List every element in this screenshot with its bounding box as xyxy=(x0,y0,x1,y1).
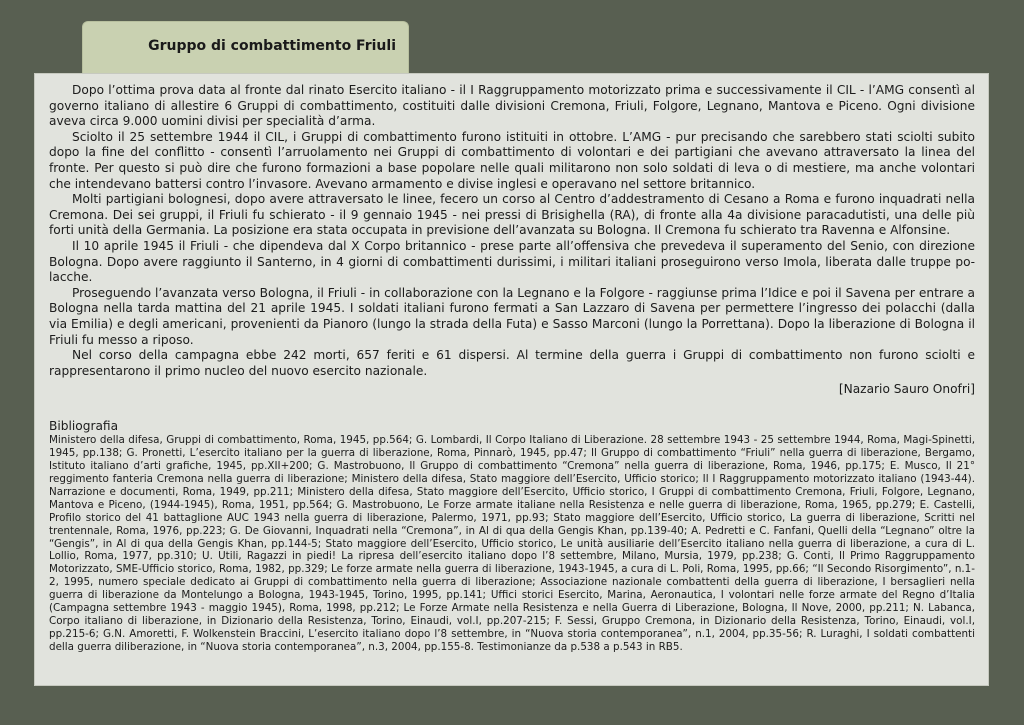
article-body xyxy=(49,83,975,379)
article-paragraph: Sciolto il 25 settembre 1944 il CIL, i Gruppi di combattimento furono istituiti in ottobre. L’AMG - pur precisando che sarebbero stati sciolti subito dopo la fine del conflitto - consentì l’arruolamento nei Gruppi di combattimento di volontari e dei partigiani che avevano attraversato la linea del fronte. Per questo si può dire che furono formazioni a base popolare nelle quali militarono non solo soldati di leva o di mestiere, ma anche volontari che intendevano battersi contro l’invasore. Avevano armamento e divise inglesi e operavano nel settore britannico. xyxy=(49,129,975,191)
bibliography-text: Ministero della difesa, Gruppi di combattimento, Roma, 1945, pp.564; G. Lombardi, Il Corpo Italiano di Liberazione. 28 settembre 1943 - 25 settembre 1944, Roma, Magi-Spinetti, 1945, pp.138; G. Pronetti, L’esercito italiano per la guerra di liberazione, Roma, Pinnarò, 1945, pp.47; Il Gruppo di combattimento “Friuli” nella guerra di liberazione, Bergamo, Istituto italiano d’arti grafiche, 1945, pp.XII+200; G. Mastrobuono, Il Gruppo di combattimento “Cremona” nella guerra di liberazione, Roma, 1946, pp.175; E. Musco, Il 21° reggimento fanteria Cremona nella guerra di liberazione; Ministero della difesa, Stato maggiore dell’Esercito, Ufficio storico; Il I Raggruppamento motorizzato italiano (1943-44). Narrazione e documenti, Roma, 1949, pp.211; Ministero della difesa, Stato maggiore dell’Esercito, Ufficio storico, I Gruppi di combattimento Cremona, Friuli, Folgore, Legnano, Mantova e Piceno, (1944-1945), Roma, 1951, pp.564; G. Mastrobuono, Le Forze armate italiane nella Resistenza e nelle guerra di liberazione, Roma, 1965, pp.279; E. Castelli, Profilo storico del 41 battaglione AUC 1943 nella guerra di liberazione, Palermo, 1971, pp.93; Stato maggiore dell’Esercito, Ufficio storico, La guerra di liberazione, Scritti nel trentennale, Roma, 1976, pp.223; G. De Giovanni, Inquadrati nella “Cremona”, in Al di qua della Gengis Khan, pp.139-40; A. Pedretti e C. Fanfani, Quelli della “Legnano” oltre la “Gengis”, in Al di qua della Gengis Khan, pp.144-5; Stato maggiore dell’Esercito, Ufficio storico, Le unità ausiliarie dell’Esercito italiano nella guerra di liberazione, a cura di L. Lollio, Roma, 1977, pp.310; U. Utili, Ragazzi in piedi! La ripresa dell’esercito italiano dopo l’8 settembre, Milano, Mursia, 1979, pp.238; G. Conti, Il Primo Raggruppamento Motorizzato, SME-Ufficio storico, Roma, 1982, pp.329; Le forze armate nella guerra di liberazione, 1943-1945, a cura di L. Poli, Roma, 1995, pp.66; “Il Secondo Risorgimento”, n.1-2, 1995, numero speciale dedicato ai Gruppi di combattimento nella guerra di liberazione; Associazione nazionale combattenti della guerra di liberazione, I bersaglieri nella guerra di liberazione da Montelungo a Bologna, 1943-1945, Torino, 1995, pp.141; Uffici storici Esercito, Marina, Aeronautica, I volontari nelle forze armate del Regno d’Italia (Campagna settembre 1943 - maggio 1945), Roma, 1998, pp.212; Le Forze Armate nella Resistenza e nella Guerra di Liberazione, Bologna, Il Nove, 2000, pp.211; N. Labanca, Corpo italiano di liberazione, in Dizionario della Resistenza, Torino, Einaudi, vol.I, pp.207-215; F. Sessi, Gruppo Cremona, in Dizionario della Resistenza, Torino, Einaudi, vol.I, pp.215-6; G.N. Amoretti, F. Wolkenstein Braccini, L’esercito italiano dopo l’8 settembre, in “Nuova storia contemporanea”, n.1, 2004, pp.35-56; R. Luraghi, I soldati combattenti della guerra diliberazione, in “Nuova storia contemporanea”, n.3, 2004, pp.155-8. Testimonianze da p.538 a p.543 in RB5. xyxy=(49,433,975,654)
article-paragraph: Molti partigiani bolognesi, dopo avere attraversato le linee, fecero un corso al Centro d’addestramento di Cesano a Roma e furono inquadrati nella Cremona. Dei sei gruppi, il Friuli fu schierato - il 9 gennaio 1945 - nei pressi di Brisighella (RA), di fronte alla 4a divisione paracadutisti, una delle più forti unità della Germania. La posizione era stata occupata in previsione dell’avanzata su Bologna. Il Cremona fu schierato tra Ravenna e Alfonsine. xyxy=(49,192,975,238)
article-paragraph: Dopo l’ottima prova data al fronte dal rinato Esercito italiano - il I Raggruppamento motorizzato prima e successivamente il CIL - l’AMG consentì al governo italiano di allestire 6 Gruppi di combattimento, costituiti dalle divisioni Cremona, Friuli, Folgore, Legnano, Mantova e Piceno. Ogni divisione aveva circa 9.000 uomini divisi per specialità d’arma. xyxy=(49,83,975,129)
page-title: Gruppo di combattimento Friuli xyxy=(148,38,396,54)
title-tab xyxy=(82,21,409,73)
article-paragraph: Proseguendo l’avanzata verso Bologna, il Friuli - in collaborazione con la Legnano e la Folgore - raggiunse prima l’Idice e poi il Savena per entrare a Bologna nella tarda mattina del 21 aprile 1945. I soldati italiani furono fermati a San Lazzaro di Savena per permettere l’ingresso dei polacchi (dalla via Emilia) e degli americani, provenienti da Pianoro (lungo la strada della Futa) e Sasso Marconi (lungo la Porrettana). Dopo la liberazione di Bologna il Friuli fu messo a riposo. xyxy=(49,285,975,347)
author-signature: [Nazario Sauro Onofri] xyxy=(838,382,975,397)
article-paragraph: Il 10 aprile 1945 il Friuli - che dipendeva dal X Corpo britannico - prese parte all’offensiva che prevedeva il superamento del Senio, con direzione Bologna. Dopo avere raggiunto il Santerno, in 4 giorni di combattimenti durissimi, i militari italiani proseguirono verso Imola, liberata dalle truppe polacche. xyxy=(49,238,975,285)
article-paragraph: Nel corso della campagna ebbe 242 morti, 657 feriti e 61 dispersi. Al termine della guerra i Gruppi di combattimento non furono sciolti e rappresentarono il primo nucleo del nuovo esercito nazionale. xyxy=(49,348,975,378)
bibliography-heading: Bibliografia xyxy=(49,418,119,433)
content-card xyxy=(34,73,989,686)
